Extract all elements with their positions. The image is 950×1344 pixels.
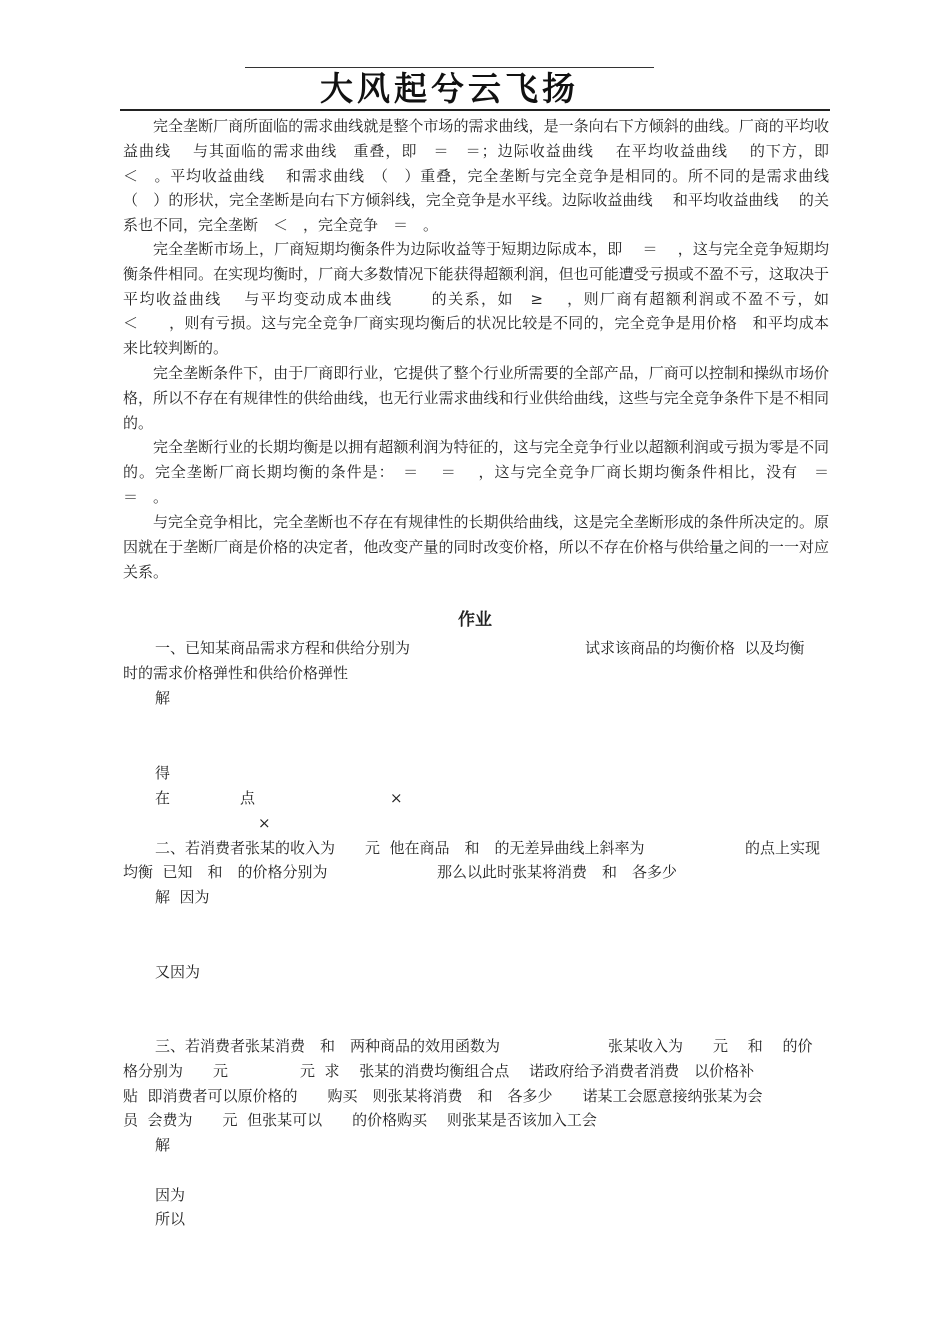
banner-bottom-rule — [120, 109, 830, 111]
q2-also-because: 又因为 — [155, 963, 201, 981]
paragraph-1: 完全垄断厂商所面临的需求曲线就是整个市场的需求曲线，是一条向右下方倾斜的曲线。厂商的平均收益曲线 与其面临的需求曲线 重叠，即 ＝ ＝；边际收益曲线 在平均收益曲线 的下方，即 ＜ 。平均收益曲线 和需求曲线 （ ）重叠，完全垄断与完全竞争是相同的。所不同的是需求曲线 （ ）的形状，完全垄断是向右下方倾斜线，完全竞争是水平线。边际收益曲线 和平均收益曲线 的关系也不同，完全垄断 ＜ ，完全竞争 ＝ 。 — [123, 117, 845, 235]
paragraph-4: 完全垄断行业的长期均衡是以拥有超额利润为特征的，这与完全竞争行业以超额利润或亏损为零是不同的。完全垄断厂商长期均衡的条件是： ＝ ＝ ，这与完全竞争厂商长期均衡条件相比，没有 ＝ ＝ 。 — [123, 438, 849, 506]
q3-solve: 解 — [155, 1136, 171, 1154]
q1-solve: 解 — [155, 689, 171, 707]
q1-point: 点 — [240, 789, 256, 807]
q1-line2: 时的需求价格弹性和供给价格弹性 — [123, 664, 349, 682]
q3-line3: 贴 即消费者可以原价格的 购买 则张某将消费 和 各多少 诺某工会愿意接纳张某为会 — [123, 1087, 763, 1105]
q3-line4: 员 会费为 元 但张某可以 的价格购买 则张某是否该加入工会 — [123, 1111, 597, 1129]
q1-at: 在 — [155, 789, 171, 807]
paragraph-5: 与完全竞争相比，完全垄断也不存在有规律性的长期供给曲线，这是完全垄断形成的条件所决定的。原因就在于垄断厂商是价格的决定者，他改变产量的同时改变价格，所以不存在价格与供给量之间的一一对应关系。 — [123, 513, 829, 581]
homework-title: 作业 — [458, 610, 492, 630]
q1-line1-right: 试求该商品的均衡价格 以及均衡 — [585, 639, 805, 657]
q3-therefore: 所以 — [155, 1210, 186, 1228]
q2-line2-right: 那么以此时张某将消费 和 各多少 — [437, 863, 678, 881]
q3-line1-right: 张某收入为 元 和 的价 — [608, 1037, 813, 1055]
q2-solve: 解 因为 — [155, 888, 210, 906]
q1-times-2: × — [258, 814, 271, 832]
q2-line2-left: 均衡 已知 和 的价格分别为 — [123, 863, 328, 881]
q1-get: 得 — [155, 764, 171, 782]
paragraph-3: 完全垄断条件下，由于厂商即行业，它提供了整个行业所需要的全部产品，厂商可以控制和操纵市场价格，所以不存在有规律性的供给曲线，也无行业需求曲线和行业供给曲线，这些与完全竞争条件下是不相同的。 — [123, 364, 829, 432]
q2-line1-left: 二、若消费者张某的收入为 元 他在商品 和 的无差异曲线上斜率为 — [155, 839, 645, 857]
banner-top-rule — [245, 67, 654, 68]
q3-line2-right: 元 求 张某的消费均衡组合点 诺政府给予消费者消费 以价格补 — [300, 1062, 755, 1080]
q3-line2-left: 格分别为 元 — [123, 1062, 229, 1080]
q1-line1-left: 一、已知某商品需求方程和供给分别为 — [155, 639, 411, 657]
q3-because: 因为 — [155, 1186, 186, 1204]
q3-line1-left: 三、若消费者张某消费 和 两种商品的效用函数为 — [155, 1037, 501, 1055]
paragraph-2: 完全垄断市场上，厂商短期均衡条件为边际收益等于短期边际成本，即 ＝ ，这与完全竞争短期均衡条件相同。在实现均衡时，厂商大多数情况下能获得超额利润，但也可能遭受亏损或不盈不亏，这取决于平均收益曲线 与平均变动成本曲线 的关系，如 ≥ ，则厂商有超额利润或不盈不亏，如 ＜ ，则有亏损。这与完全竞争厂商实现均衡后的状况比较是不同的，完全竞争是用价格 和平均成本 来比较判断的。 — [123, 240, 860, 358]
q2-line1-right: 的点上实现 — [745, 839, 821, 857]
banner-title: 大风起兮云飞扬 — [320, 69, 579, 108]
q1-times-1: × — [390, 789, 403, 807]
